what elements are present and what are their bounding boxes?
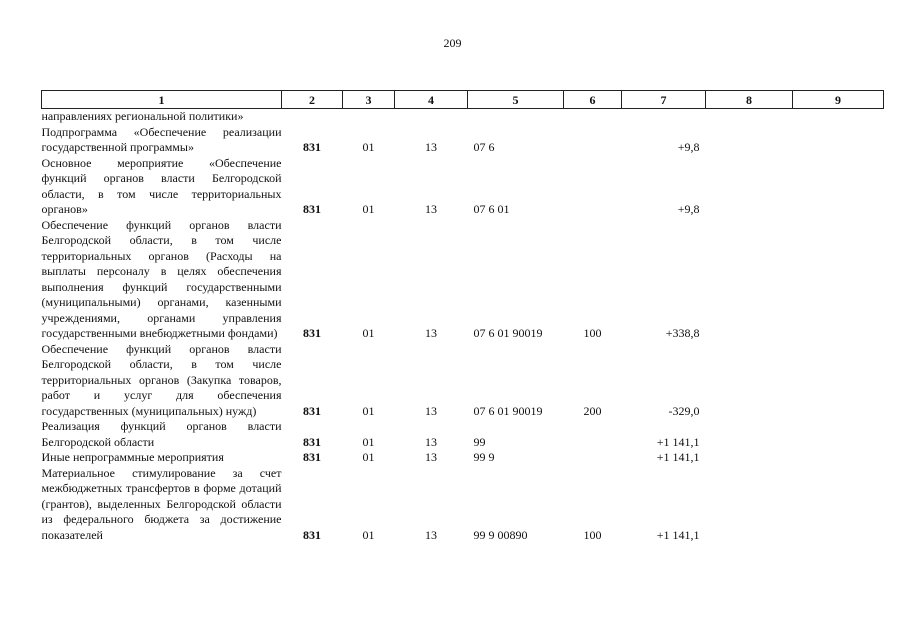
row-col-6 [564,125,622,156]
row-description [42,218,282,342]
budget-table [41,90,884,543]
row-col-8 [706,109,793,125]
row-col-4: 13 [425,434,437,449]
column-header-2: 2 [282,91,343,109]
description-text: Обеспечение функций органов власти Белгородской области, в том числе территориальных органов (Закупка товаров, работ и услуг для обеспечения государственных (муниципальных) нужд) [41,341,282,418]
row-col-4: 13 [425,450,437,464]
row-col-5: 07 6 01 90019 [473,326,543,340]
row-col-5: 99 9 [473,450,495,464]
row-col-7: +338,8 [665,326,700,340]
row-description [42,466,282,544]
row-col-7: +1 141,1 [656,450,700,464]
row-col-3 [343,109,395,125]
row-col-7 [622,109,706,125]
description-text: направлениях региональной политики» [41,109,244,123]
row-col-7: +9,8 [677,140,700,154]
row-col-9 [793,419,884,450]
description-text: Материальное стимулирование за счет межбюджетных трансфертов в форме дотаций (грантов), выделенных Белгородской области из федерального бюджета за достижение показателей [41,465,282,542]
row-col-5: 99 [473,434,486,449]
row-col-3: 01 [362,403,375,418]
row-col-7: +9,8 [677,202,700,216]
table-body [42,109,884,544]
description-text: Иные непрограммные мероприятия [41,450,224,464]
row-col-8 [706,125,793,156]
table-row [42,218,884,342]
row-col-6 [564,156,622,218]
column-header-8: 8 [706,91,793,109]
row-col-2: 831 [303,140,321,154]
row-col-9 [793,342,884,420]
table-row [42,450,884,466]
row-col-8 [706,450,793,466]
column-header-3: 3 [343,91,395,109]
column-header-4: 4 [395,91,468,109]
row-col-3: 01 [362,434,375,449]
row-col-5: 07 6 [473,140,495,154]
row-description [42,125,282,156]
row-col-4: 13 [425,527,437,542]
table-row [42,125,884,156]
row-col-8 [706,218,793,342]
row-col-9 [793,109,884,125]
row-col-7: +1 141,1 [656,434,700,449]
description-text: Реализация функций органов власти Белгородской области [41,419,282,449]
row-col-8 [706,419,793,450]
page-number: 209 [443,36,462,50]
row-col-2: 831 [303,403,321,418]
table-row [42,419,884,450]
row-col-7: +1 141,1 [656,527,700,542]
row-col-3: 01 [362,527,375,542]
row-description [42,109,282,125]
row-description [42,419,282,450]
row-col-3: 01 [362,140,375,154]
row-col-5 [468,109,564,125]
table-row [42,156,884,218]
row-col-6: 100 [583,527,602,542]
row-col-7: -329,0 [668,403,700,418]
row-col-6: 100 [583,326,602,340]
row-col-6: 200 [583,403,602,418]
row-col-2: 831 [303,450,321,464]
row-description [42,342,282,420]
row-col-9 [793,156,884,218]
row-col-8 [706,466,793,544]
header-row [42,91,884,109]
row-col-4: 13 [425,202,437,216]
table-row [42,109,884,125]
row-col-2: 831 [303,527,321,542]
table-row [42,466,884,544]
column-header-9: 9 [793,91,884,109]
row-description [42,450,282,466]
row-col-4: 13 [425,403,437,418]
column-header-5: 5 [468,91,564,109]
row-col-5: 07 6 01 90019 [473,403,543,418]
row-col-5: 99 9 00890 [473,527,528,542]
row-col-3: 01 [362,450,375,464]
column-header-6: 6 [564,91,622,109]
row-col-3: 01 [362,326,375,340]
row-col-4: 13 [425,326,437,340]
row-col-9 [793,125,884,156]
row-col-8 [706,156,793,218]
column-header-7: 7 [622,91,706,109]
row-col-9 [793,218,884,342]
row-col-9 [793,466,884,544]
description-text: Подпрограмма «Обеспечение реализации государственной программы» [41,124,282,154]
description-text: Основное мероприятие «Обеспечение функций органов власти Белгородской области, в том числе территориальных органов» [41,155,282,216]
row-col-6 [564,450,622,466]
row-col-6 [564,419,622,450]
row-col-5: 07 6 01 [473,202,510,216]
row-col-2: 831 [303,202,321,216]
row-col-2: 831 [303,434,321,449]
row-col-2: 831 [303,326,321,340]
row-col-3: 01 [362,202,375,216]
row-col-8 [706,342,793,420]
column-header-1: 1 [42,91,282,109]
row-col-6 [564,109,622,125]
row-col-2 [282,109,343,125]
row-col-4: 13 [425,140,437,154]
table-row [42,342,884,420]
row-description [42,156,282,218]
row-col-4 [395,109,468,125]
description-text: Обеспечение функций органов власти Белгородской области, в том числе территориальных органов (Расходы на выплаты персоналу в целях обеспечения выполнения функций государственными (муниципальными) органами, казенными учреждениями, органами управления государственными внебюджетными фондами) [41,217,282,340]
row-col-9 [793,450,884,466]
